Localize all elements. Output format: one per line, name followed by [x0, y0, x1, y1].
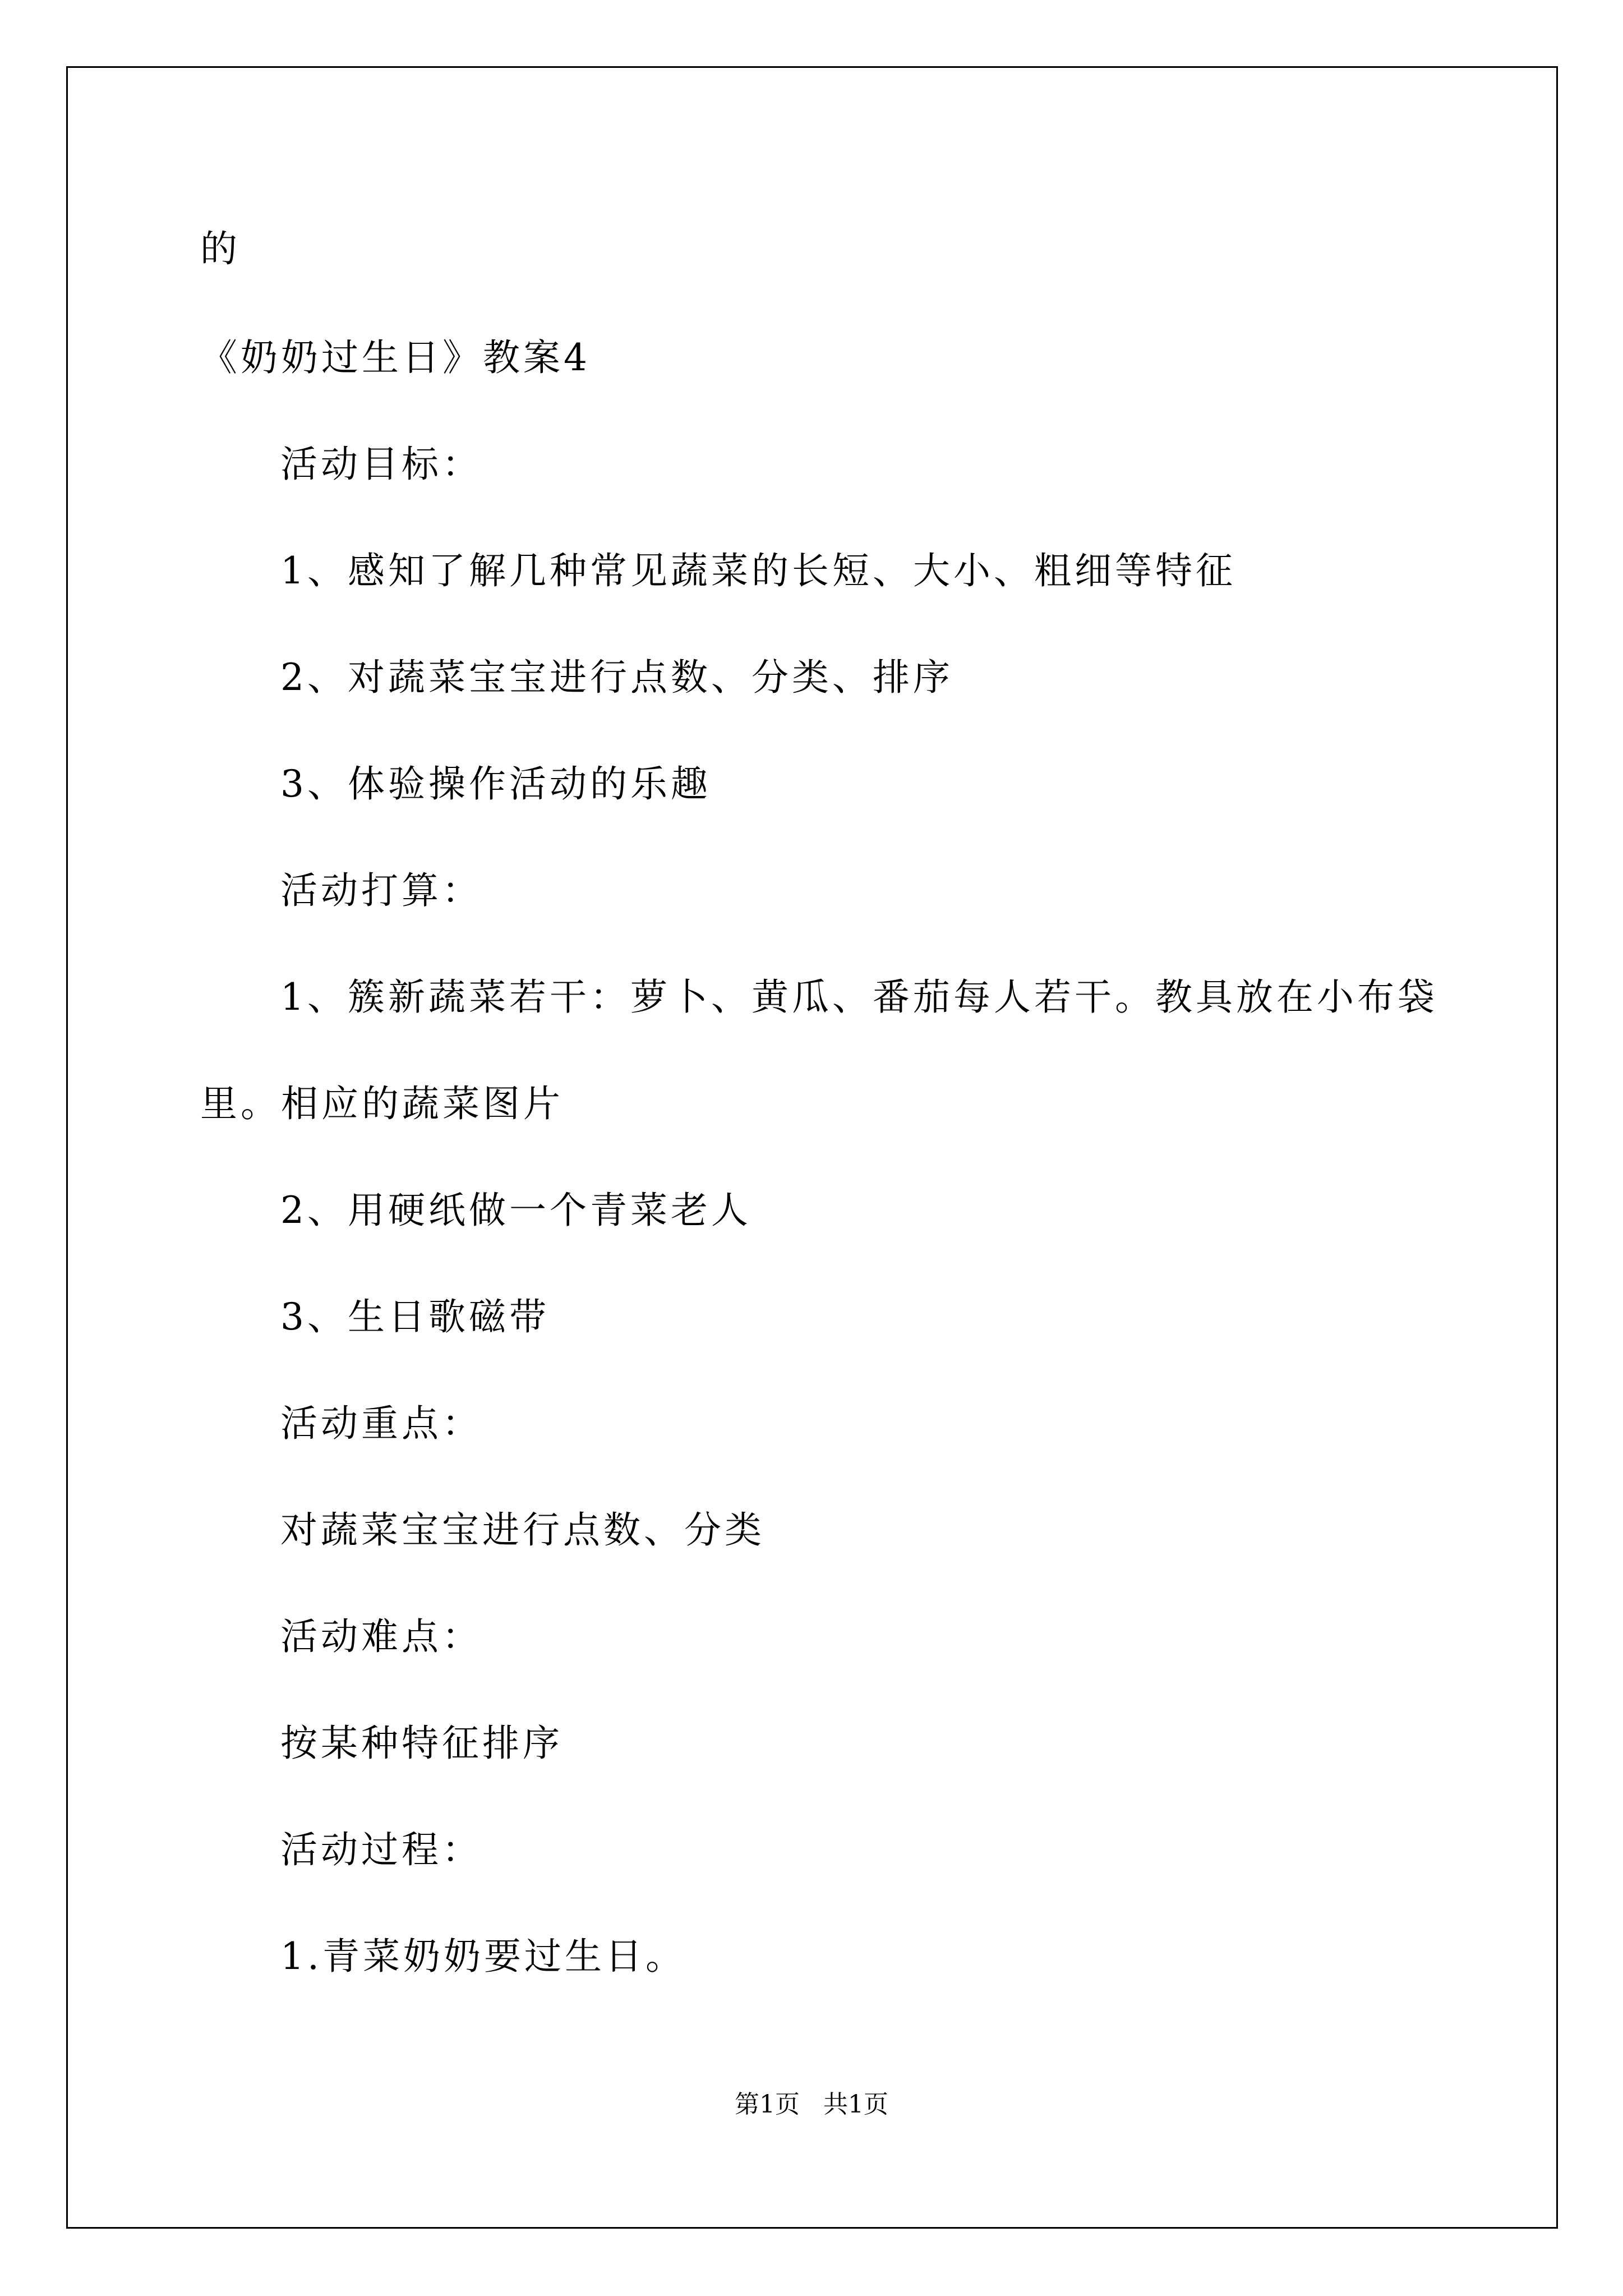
prep-item-3: 3、生日歌磁带 — [280, 1295, 550, 1338]
page-border — [66, 66, 1558, 2229]
process-step-1: 1.青菜奶奶要过生日。 — [280, 1935, 686, 1978]
text-line-continuation: 的 — [200, 227, 241, 270]
page-footer: 第1页 共1页 — [735, 2090, 888, 2119]
difficulty-text: 按某种特征排序 — [280, 1722, 563, 1765]
section-heading-goals: 活动目标： — [280, 443, 482, 486]
lesson-title: 《奶奶过生日》教案4 — [200, 336, 591, 379]
prep-item-1: 1、簇新蔬菜若干：萝卜、黄瓜、番茄每人若干。教具放在小布袋 — [280, 976, 1438, 1019]
goal-item-1: 1、感知了解几种常见蔬菜的长短、大小、粗细等特征 — [280, 549, 1236, 592]
prep-item-2: 2、用硬纸做一个青菜老人 — [280, 1189, 751, 1232]
prep-item-1-cont: 里。相应的蔬菜图片 — [200, 1082, 564, 1125]
goal-item-3: 3、体验操作活动的乐趣 — [280, 762, 711, 806]
section-heading-prep: 活动打算： — [280, 869, 482, 912]
section-heading-key: 活动重点： — [280, 1402, 482, 1445]
key-point-text: 对蔬菜宝宝进行点数、分类 — [280, 1508, 765, 1552]
goal-item-2: 2、对蔬菜宝宝进行点数、分类、排序 — [280, 656, 953, 699]
section-heading-process: 活动过程： — [280, 1828, 482, 1871]
section-heading-difficulty: 活动难点： — [280, 1615, 482, 1658]
